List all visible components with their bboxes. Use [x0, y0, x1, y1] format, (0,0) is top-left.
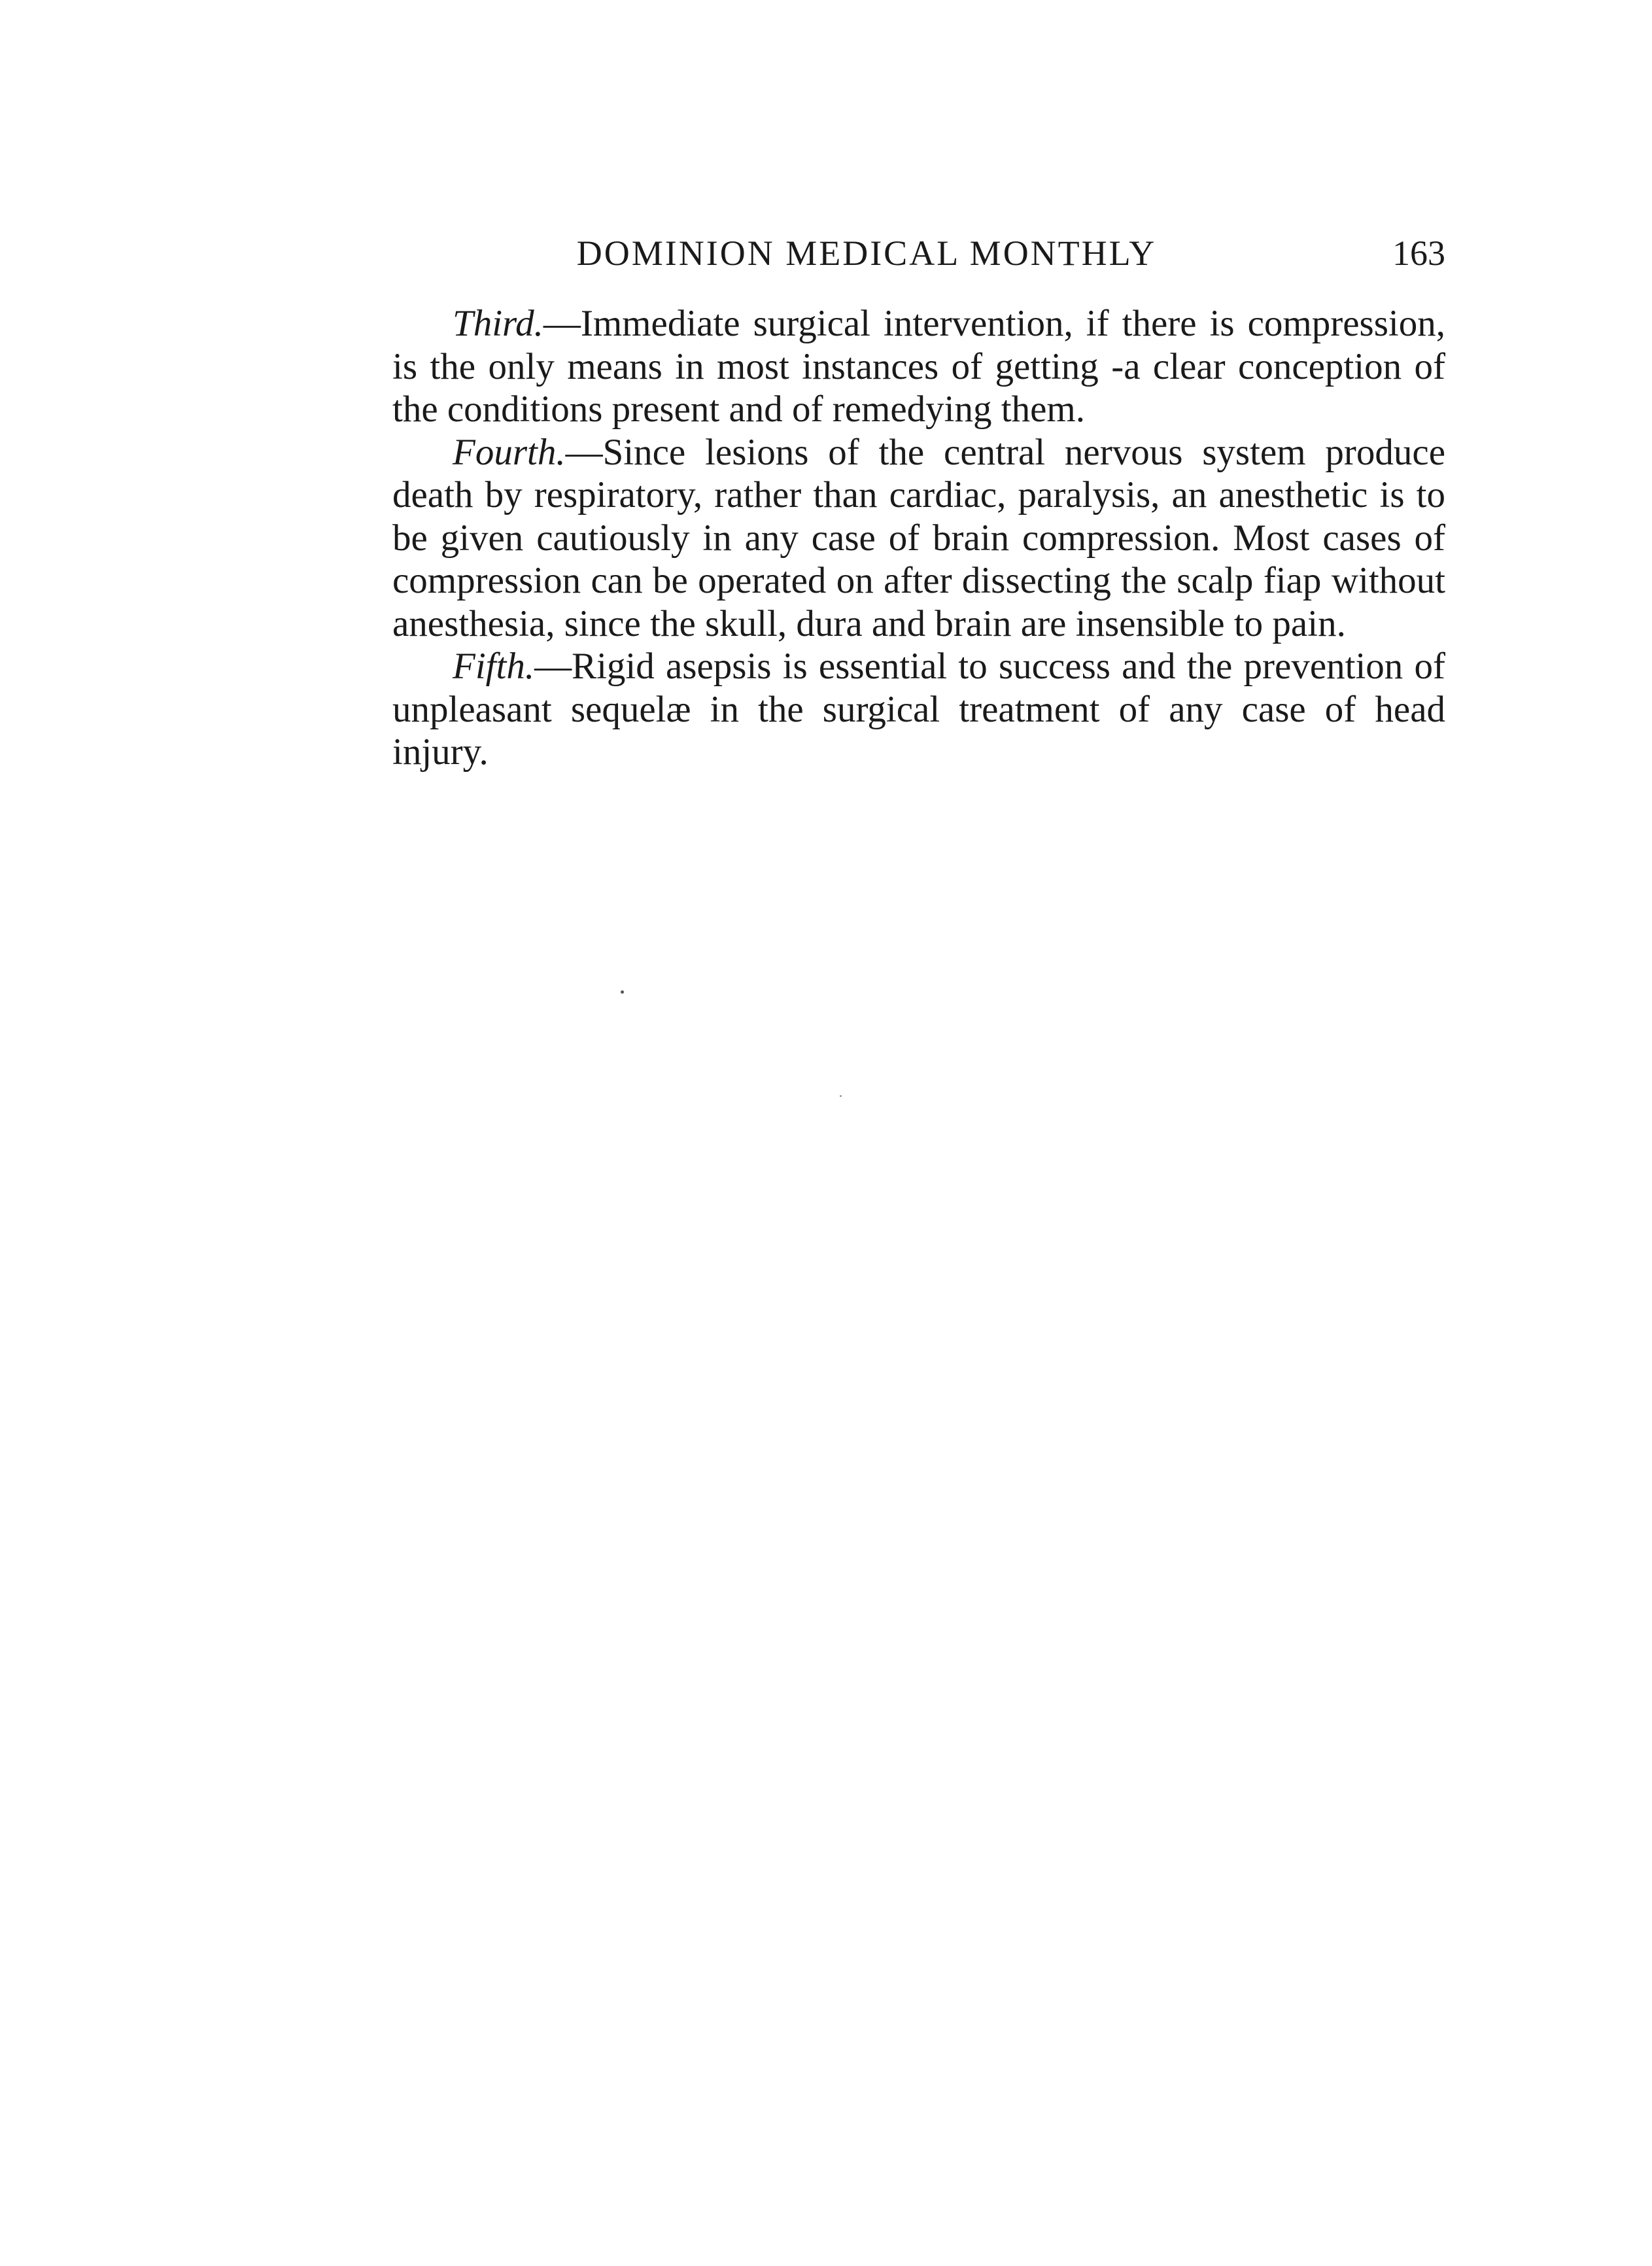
paragraph-lead: Third. [453, 303, 543, 344]
page-header [392, 230, 1445, 276]
paragraph-text: —Since lesions of the central nervous system produce death by respiratory, rather than cardiac, paralysis, an anesthetic is to be given cautiously in any case of brain compression. Most cases of compression can be operated on after dissecting the scalp fiap without anesthesia, since the skull, dura and brain are insensible to pain. [392, 431, 1445, 644]
running-title: DOMINION MEDICAL MONTHLY [576, 234, 1157, 273]
body-text [392, 302, 1445, 774]
paragraph-fifth [392, 645, 1445, 774]
paragraph-third [392, 302, 1445, 431]
paragraph-fourth [392, 431, 1445, 646]
paragraph-text: —Rigid asepsis is essential to success and the prevention of unpleasant sequelæ in the surgical treatment of any case of head injury. [392, 646, 1445, 773]
paragraph-lead: Fourth. [453, 431, 566, 473]
scan-speck [621, 990, 624, 994]
paragraph-lead: Fifth. [453, 646, 535, 687]
page-number: 163 [1392, 234, 1445, 273]
scan-speck [840, 1095, 842, 1097]
paragraph-text: —Immediate surgical intervention, if there is compression, is the only means in most instances of getting -a clear conception of the conditions present and of remedying them. [392, 303, 1445, 430]
